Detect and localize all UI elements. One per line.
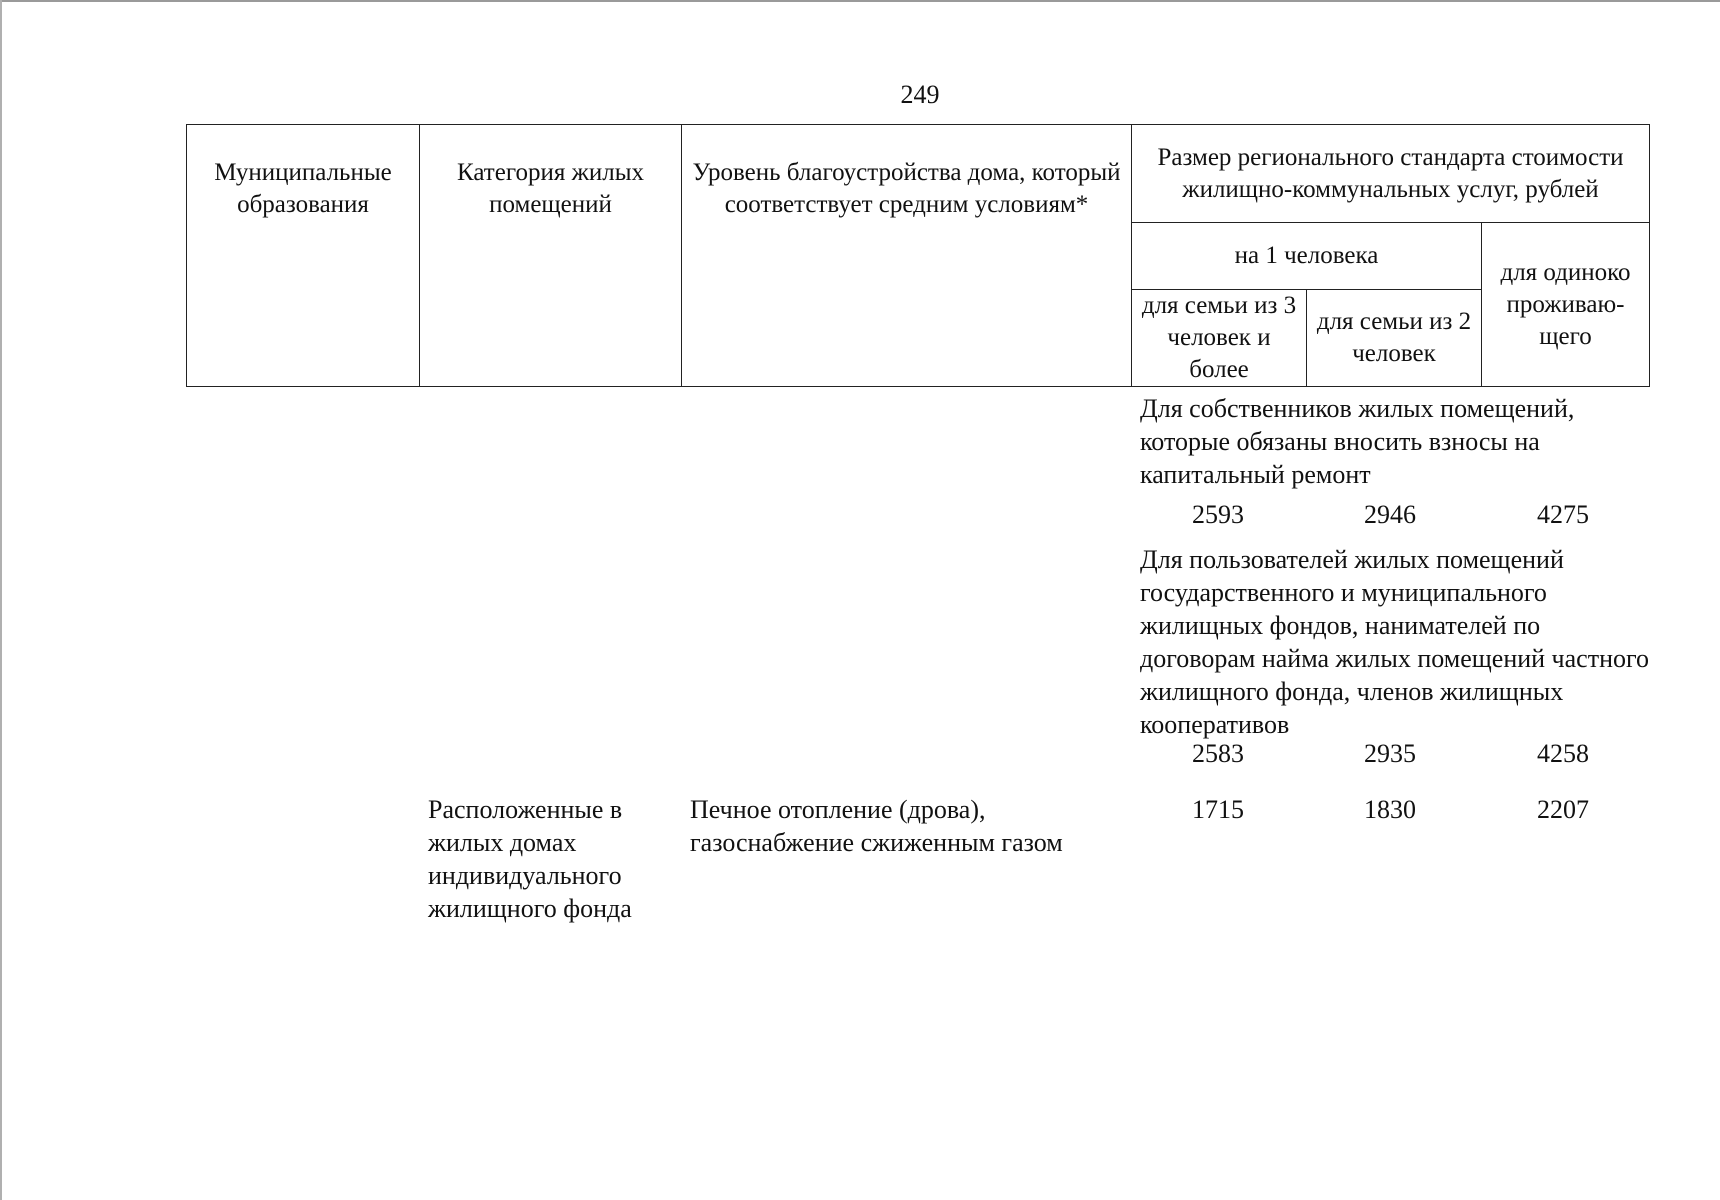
header-family-3-plus: для семьи из 3 человек и более xyxy=(1132,290,1307,387)
row-category: Расположенные в жилых домах индивидуального жилищного фонда xyxy=(428,795,632,923)
header-level-line2: соответствует средним условиям* xyxy=(724,191,1089,218)
header-level-line1: Уровень благоустройства дома, который xyxy=(692,159,1121,186)
header-regional-standard: Размер регионального стандарта стоимости жилищно-коммунальных услуг, рублей xyxy=(1132,125,1650,223)
value-owners-family-2: 2946 xyxy=(1364,500,1416,529)
value-row-single: 2207 xyxy=(1537,795,1589,824)
scan-edge-top xyxy=(0,0,1720,2)
header-municipal: Муниципальные образования xyxy=(187,125,420,387)
header-level xyxy=(682,125,1132,387)
header-category: Категория жилых помещений xyxy=(420,125,682,387)
value-row-family-3-plus: 1715 xyxy=(1192,795,1244,824)
value-owners-family-3-plus: 2593 xyxy=(1192,500,1244,529)
section-label-owners: Для собственников жилых помещений, которые обязаны вносить взносы на капитальный ремонт xyxy=(1140,394,1575,489)
value-owners-single: 4275 xyxy=(1537,500,1589,529)
section-label-tenants: Для пользователей жилых помещений государственного и муниципального жилищных фондов, нанимателей по договорам найма жилых помещений частного жилищного фонда, членов жилищных кооперативов xyxy=(1140,545,1650,739)
header-per-person: на 1 человека xyxy=(1132,223,1482,290)
header-single-resident: для одиноко проживаю-щего xyxy=(1482,223,1650,387)
value-row-family-2: 1830 xyxy=(1364,795,1416,824)
header-family-2: для семьи из 2 человек xyxy=(1307,290,1482,387)
value-tenants-family-3-plus: 2583 xyxy=(1192,739,1244,768)
page-number: 249 xyxy=(900,80,940,109)
header-table xyxy=(186,124,1650,387)
scan-edge-left xyxy=(0,0,2,1200)
row-level: Печное отопление (дрова), газоснабжение сжиженным газом xyxy=(690,795,1063,857)
value-tenants-family-2: 2935 xyxy=(1364,739,1416,768)
value-tenants-single: 4258 xyxy=(1537,739,1589,768)
